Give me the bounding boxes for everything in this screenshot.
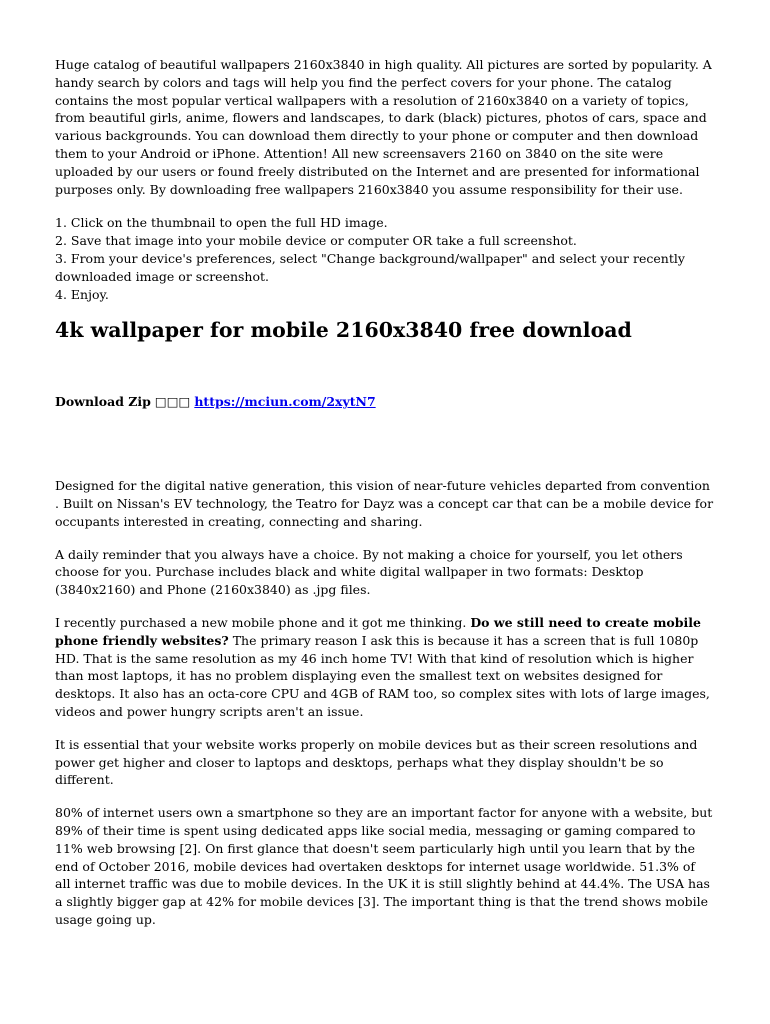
page-title: 4k wallpaper for mobile 2160x3840 free download (55, 318, 632, 343)
intro-paragraph: Huge catalog of beautiful wallpapers 2160x3840 in high quality. All pictures are sorted by popularity. A handy search by colors and tags will help you find the perfect covers for your phone. The catalog contains the most popular vertical wallpapers with a resolution of 2160x3840 on a variety of topics, from beautiful girls, anime, flowers and landscapes, to dark (black) pictures, photos of cars, space and various backgrounds. You can download them directly to your phone or computer and then download them to your Android or iPhone. Attention! All new screensavers 2160 on 3840 on the site were uploaded by our users or found freely distributed on the Internet and are presented for informational purposes only. By downloading free wallpapers 2160x3840 you assume responsibility for their use. (55, 57, 712, 197)
paragraph-mobile-phone-intro: I recently purchased a new mobile phone and it got me thinking. (55, 614, 471, 630)
paragraph-statistics: 80% of internet users own a smartphone so they are an important factor for anyone with a website, but 89% of their time is spent using dedicated apps like social media, messaging or gaming compared to 11% web browsing [2]. On first glance that doesn't seem particularly high until you learn that by the end of October 2016, mobile devices had overtaken desktops for internet usage worldwide. 51.3% of all internet traffic was due to mobile devices. In the UK it is still slightly behind at 44.4%. The USA has a slightly bigger gap at 42% for mobile devices [3]. The important thing is that the trend shows mobile usage going up. (55, 805, 713, 927)
paragraph-mobile-phone-body: The primary reason I ask this is because it has a screen that is full 1080p HD. That is the same resolution as my 46 inch home TV! With that kind of resolution which is higher than most laptops, it has no problem displaying even the smallest text on websites designed for desktops. It also has an octa-core CPU and 4GB of RAM too, so complex sites with lots of large images, videos and power hungry scripts aren't an issue. (55, 632, 710, 719)
instructions-list (55, 214, 714, 303)
step-4: 4. Enjoy. (55, 286, 109, 302)
download-line (55, 393, 714, 411)
paragraph-mobile-phone (55, 614, 714, 721)
paragraph-essential: It is essential that your website works properly on mobile devices but as their screen resolutions and power get higher and closer to laptops and desktops, perhaps what they display shouldn't be so different. (55, 736, 698, 788)
paragraph-choice: A daily reminder that you always have a choice. By not making a choice for yourself, you let others choose for you. Purchase includes black and white digital wallpaper in two formats: Desktop (3840x2160) and Phone (2160x3840) as .jpg files. (55, 546, 683, 598)
paragraph-teatro: Designed for the digital native generation, this vision of near-future vehicles departed from convention . Built on Nissan's EV technology, the Teatro for Dayz was a concept car that can be a mobile device for occupants interested in creating, connecting and sharing. (55, 478, 714, 529)
step-3: 3. From your device's preferences, select "Change background/wallpaper" and select your recently downloaded image or screenshot. (55, 250, 685, 284)
download-link[interactable]: https://mciun.com/2xytN7 (194, 394, 376, 410)
download-label: Download Zip (55, 394, 151, 410)
paragraph-mobile-phone-question: Do we still need to create mobile phone friendly websites? (55, 614, 701, 648)
download-glyphs: □□□ (154, 394, 191, 410)
step-2: 2. Save that image into your mobile device or computer OR take a full screenshot. (55, 233, 577, 249)
step-1: 1. Click on the thumbnail to open the full HD image. (55, 215, 388, 231)
